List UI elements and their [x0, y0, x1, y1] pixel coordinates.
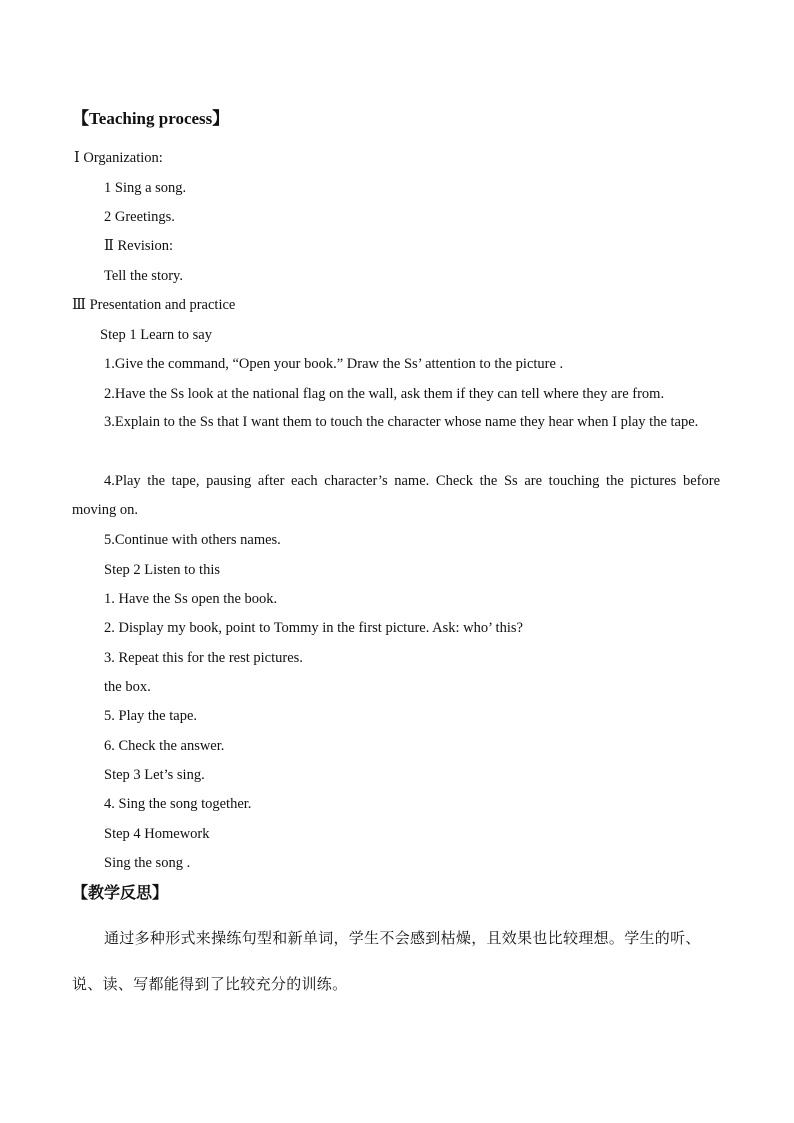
- step1-item-3: 3.Explain to the Ss that I want them to touch the character whose name they hear when I play the tape.: [104, 414, 699, 430]
- greetings-line: 2 Greetings.: [104, 209, 175, 225]
- homework-line: Sing the song .: [104, 855, 191, 871]
- step1-item-2: 2.Have the Ss look at the national flag on the wall, ask them if they can tell where they are from.: [104, 386, 665, 402]
- section-heading-reflection: 【教学反思】: [72, 883, 169, 902]
- revision-label: Ⅱ Revision:: [104, 238, 174, 254]
- step2-label: Step 2 Listen to this: [104, 562, 220, 578]
- step2-item-2: 2. Display my book, point to Tommy in the first picture. Ask: who’ this?: [104, 620, 523, 636]
- step3-item-4: 4. Sing the song together.: [104, 796, 252, 812]
- step4-label: Step 4 Homework: [104, 826, 210, 842]
- step1-item-5: 5.Continue with others names.: [104, 532, 281, 548]
- organization-label: Ⅰ Organization:: [74, 150, 163, 166]
- step1-item-1: 1.Give the command, “Open your book.” Draw the Ss’ attention to the picture .: [104, 356, 564, 372]
- section-heading-teaching-process: 【Teaching process】: [72, 109, 230, 128]
- step2-item-5: 5. Play the tape.: [104, 708, 198, 724]
- step1-item-4: 4.Play the tape, pausing after each character’s name. Check the Ss are touching the pictures before moving on.: [72, 473, 720, 518]
- reflection-paragraph: 通过多种形式来操练句型和新单词，学生不会感到枯燥，且效果也比较理想。学生的听、说、读、写都能得到了比较充分的训练。: [72, 929, 701, 993]
- sing-song-line: 1 Sing a song.: [104, 180, 187, 196]
- step2-item-3: 3. Repeat this for the rest pictures.: [104, 650, 303, 666]
- step1-label: Step 1 Learn to say: [100, 327, 212, 343]
- presentation-label: Ⅲ Presentation and practice: [72, 297, 236, 313]
- step3-label: Step 3 Let’s sing.: [104, 767, 205, 783]
- step2-item-1: 1. Have the Ss open the book.: [104, 591, 278, 607]
- step2-item-6: 6. Check the answer.: [104, 738, 225, 754]
- step2-box-line: the box.: [104, 679, 151, 695]
- tell-story-line: Tell the story.: [104, 268, 183, 284]
